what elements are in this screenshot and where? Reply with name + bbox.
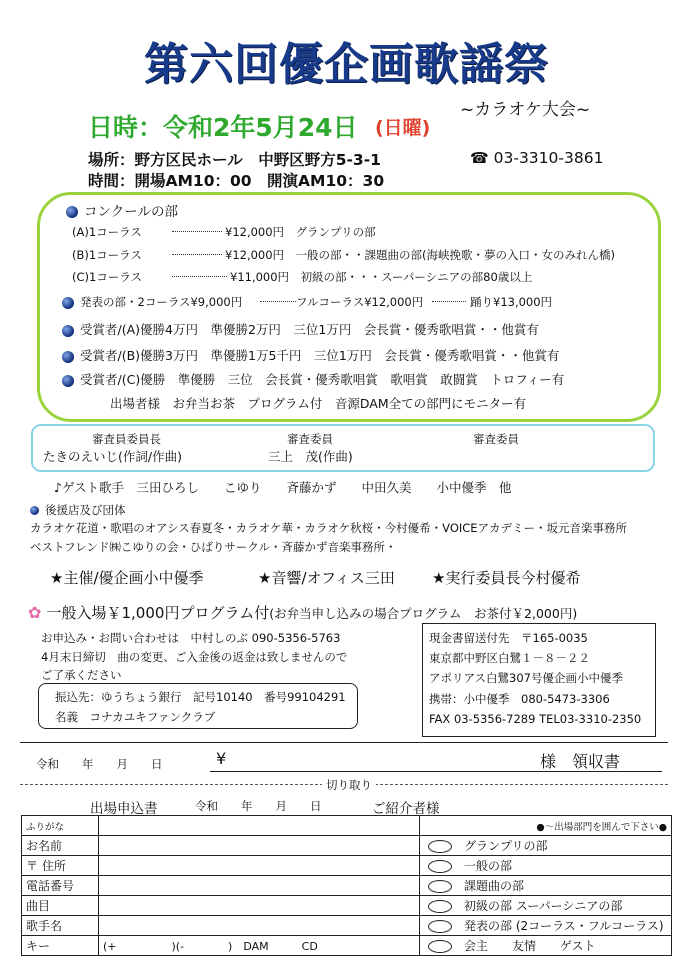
flower-icon: ✿: [28, 603, 42, 622]
phone-label: 電話番号: [22, 876, 99, 896]
bullet-icon: [62, 375, 74, 387]
prize-c: 受賞者/(C)優勝 準優勝 三位 会長賞・優秀歌唱賞 歌唱賞 敢闘賞 トロフィー有: [62, 370, 564, 388]
bullet-icon: [62, 325, 74, 337]
form-date: 令和 年 月 日: [195, 799, 322, 813]
application-form: [21, 815, 672, 956]
bullet-icon: [66, 206, 78, 218]
song-label: 曲目: [22, 896, 99, 916]
venue: 場所：野方区民ホール 中野区野方5-3-1: [88, 151, 381, 169]
event-time: 時間：開場AM10：00 開演AM10：30: [88, 172, 385, 190]
leader-line: [172, 231, 222, 232]
circle-mark: [428, 880, 452, 893]
contest-row: (A)1コーラス: [72, 225, 142, 239]
option-grandprix[interactable]: グランプリの部: [420, 836, 672, 856]
judge-chair-label: 審査員委員長: [92, 432, 161, 446]
leader-line: [172, 276, 227, 277]
key-field[interactable]: (+ )(- ) DAM CD: [99, 936, 420, 956]
remit-line: 携帯：小中優季 080-5473-3306: [429, 692, 610, 706]
contact-line: ご了承ください: [41, 668, 122, 682]
circle-mark: [428, 840, 452, 853]
contest-row-text: ¥12,000円 グランプリの部: [225, 225, 376, 239]
sponsors-line: ベストフレンド㈱こゆりの会・ひばりサークル・斉藤かず音楽事務所・: [30, 540, 397, 554]
option-general[interactable]: 一般の部: [420, 856, 672, 876]
prize-a: 受賞者/(A)優勝4万円 準優勝2万円 三位1万円 会長賞・優秀歌唱賞・・他賞有: [62, 320, 539, 338]
furigana-label: ふりがな: [22, 816, 99, 836]
option-presentation[interactable]: 発表の部 (2コーラス・フルコーラス): [420, 916, 672, 936]
page-title: 第六回優企画歌謡祭: [144, 39, 549, 90]
event-date: 日時：令和2年5月24日: [88, 113, 358, 142]
sponsors-line: カラオケ花道・歌唱のオアシス春夏冬・カラオケ華・カラオケ秋桜・今村優希・VOICEアカデミー・坂元音楽事務所: [30, 521, 627, 535]
circle-mark: [428, 920, 452, 933]
furigana-field[interactable]: [99, 816, 420, 836]
organizer-exec: ★実行委員長今村優希: [432, 569, 581, 587]
leader-line: [260, 301, 296, 302]
organizer-host: ★主催/優企画小中優季: [50, 569, 204, 587]
name-field[interactable]: [99, 836, 420, 856]
remit-line: アポリアス白鷺307号優企画小中優季: [429, 671, 623, 685]
bullet-icon: [62, 297, 74, 309]
receipt-date: 令和 年 月 日: [36, 757, 163, 771]
divider: [20, 742, 668, 743]
leader-line: [172, 254, 222, 255]
leader-line: [432, 301, 466, 302]
guest-singers: ♪ゲスト歌手 三田ひろし こゆり 斉藤かず 中田久美 小中優季 他: [54, 480, 512, 495]
circle-mark: [428, 900, 452, 913]
organizer-sound: ★音響/オフィス三田: [258, 569, 395, 587]
receipt-title: 様 領収書: [540, 752, 621, 771]
phone-line: ☎ 03-3310-3861: [470, 149, 604, 167]
performance-dance: 踊り¥13,000円: [470, 295, 553, 309]
phone-icon: ☎: [470, 149, 489, 167]
singer-label: 歌手名: [22, 916, 99, 936]
receipt-yen: ¥: [216, 749, 227, 768]
contest-heading: コンクールの部: [66, 200, 178, 220]
option-assigned-song[interactable]: 課題曲の部: [420, 876, 672, 896]
performance-line: 発表の部・2コーラス¥9,000円: [62, 294, 242, 310]
admission: ✿ 一般入場￥1,000円プログラム付(お弁当申し込みの場合プログラム お茶付￥2,000円): [28, 603, 578, 622]
event-weekday: (日曜): [375, 117, 431, 139]
judge-label: 審査委員: [287, 432, 333, 446]
option-other[interactable]: 会主 友情 ゲスト: [420, 936, 672, 956]
contest-row: (B)1コーラス: [72, 248, 142, 262]
circle-mark: [428, 860, 452, 873]
song-field[interactable]: [99, 896, 420, 916]
sponsors-heading: 後援店及び団体: [30, 502, 126, 518]
bank-account: 振込先：ゆうちょう銀行 記号10140 番号99104291: [55, 690, 346, 704]
contest-row: (C)1コーラス: [72, 270, 142, 284]
performance-full: フルコーラス¥12,000円: [296, 295, 424, 309]
cut-label: 切り取り: [322, 777, 376, 793]
prize-b: 受賞者/(B)優勝3万円 準優勝1万5千円 三位1万円 会長賞・優秀歌唱賞・・他賞有: [62, 346, 559, 364]
address-label: 〒 住所: [22, 856, 99, 876]
contest-row-text: ¥11,000円 初級の部・・・スーパーシニアの部80歳以上: [230, 270, 533, 284]
bullet-icon: [30, 506, 39, 515]
remit-line: 東京都中野区白鷺１－８－２２: [429, 651, 590, 665]
phone-field[interactable]: [99, 876, 420, 896]
category-instruction: ●～出場部門を囲んで下さい●: [420, 816, 672, 836]
event-subtitle: ~カラオケ大会~: [460, 100, 591, 120]
judge-label: 審査委員: [473, 432, 519, 446]
circle-mark: [428, 940, 452, 953]
singer-field[interactable]: [99, 916, 420, 936]
judge-name: 三上 茂(作曲): [268, 449, 353, 464]
form-title: 出場申込書: [90, 801, 158, 817]
contact-line: お申込み・お問い合わせは 中村しのぶ 090-5356-5763: [41, 631, 341, 645]
remit-line: FAX 03-5356-7289 TEL03-3310-2350: [429, 712, 642, 726]
judge-chair-name: たきのえいじ(作詞/作曲): [43, 449, 182, 464]
option-beginner[interactable]: 初級の部 スーパーシニアの部: [420, 896, 672, 916]
address-field[interactable]: [99, 856, 420, 876]
remit-line: 現金書留送付先 〒165-0035: [429, 631, 588, 645]
name-label: お名前: [22, 836, 99, 856]
bullet-icon: [62, 351, 74, 363]
key-label: キー: [22, 936, 99, 956]
referrer-label: ご紹介者様: [372, 801, 440, 817]
contestant-note: 出場者様 お弁当お茶 プログラム付 音源DAM全ての部門にモニター有: [110, 396, 527, 411]
account-name: 名義 コナカユキファンクラブ: [55, 710, 216, 724]
contest-row-text: ¥12,000円 一般の部・・課題曲の部(海峡挽歌・夢の入口・女のみれん橋): [225, 248, 616, 262]
contact-line: 4月末日締切 曲の変更、ご入金後の返金は致しませんので: [41, 650, 348, 664]
